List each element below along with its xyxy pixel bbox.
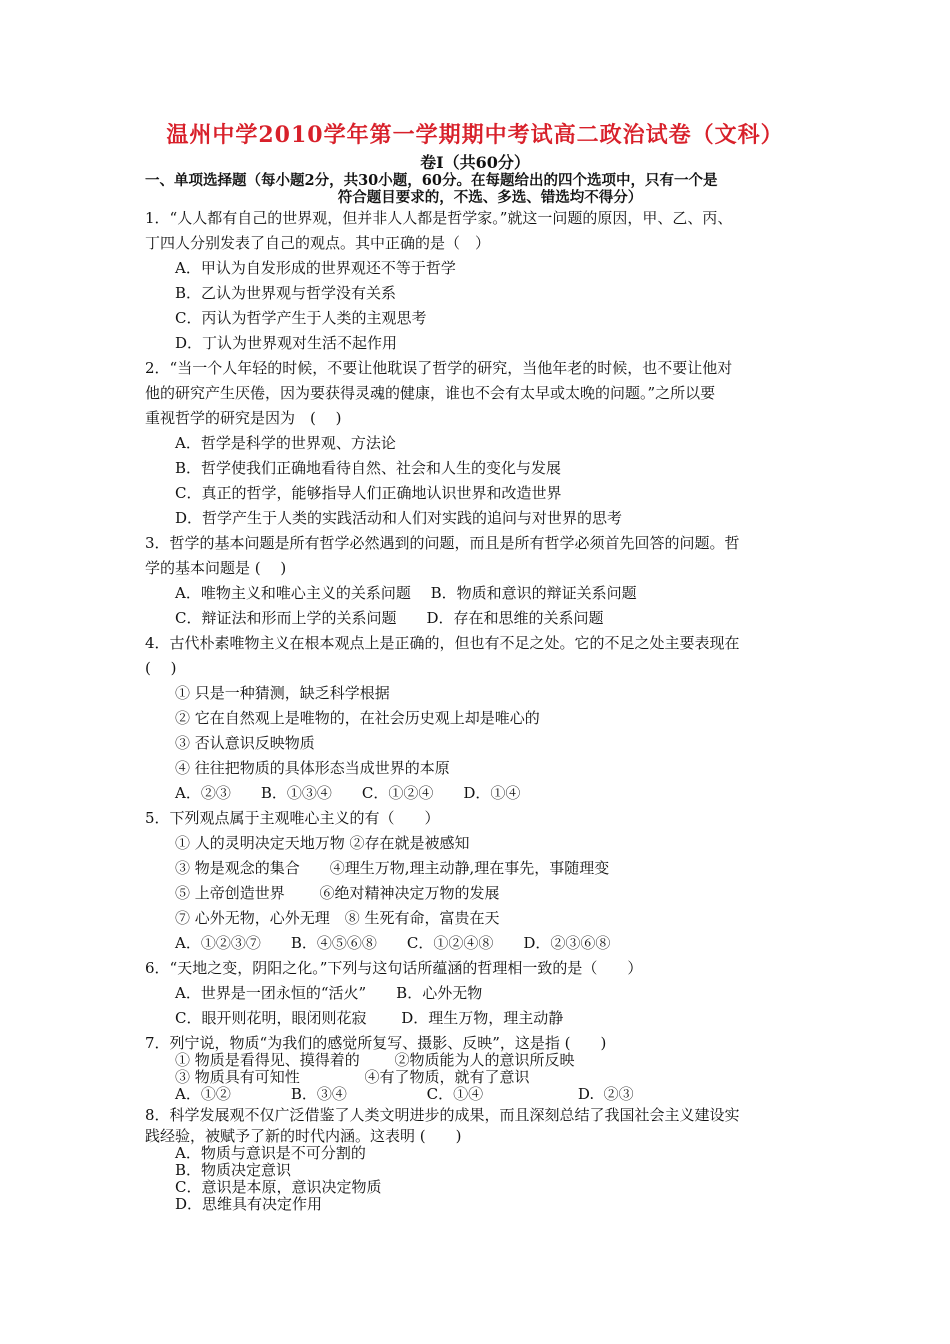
question-stem-line: 6．“天地之变，阴阳之化。”下列与这句话所蕴涵的哲理相一致的是（ ） [145,959,643,977]
question-option: A．②③ B．①③④ C．①②④ D．①④ [175,784,521,802]
question-option: A．甲认为自发形成的世界观还不等于哲学 [175,259,456,277]
questions-block [145,206,825,1031]
question-option: ⑦ 心外无物，心外无理 ⑧ 生死有命，富贵在天 [175,909,500,927]
question-list [145,206,825,1213]
question-item [145,806,825,956]
question-item [145,956,825,1031]
question-option: ⑤ 上帝创造世界 ⑥绝对精神决定万物的发展 [175,884,500,902]
exam-subtitle: 卷Ⅰ（共60分） [420,153,530,172]
question-item [145,1035,825,1103]
question-option: A．哲学是科学的世界观、方法论 [175,434,396,452]
question-item [145,531,825,631]
exam-title: 温州中学2010学年第一学期期中考试高二政治试卷（文科） [166,122,784,148]
question-option: D．丁认为世界观对生活不起作用 [175,334,398,352]
question-option: C．真正的哲学，能够指导人们正确地认识世界和改造世界 [175,484,562,502]
question-option: C．眼开则花明，眼闭则花寂 D．理生万物，理主动静 [175,1009,564,1027]
question-item [145,206,825,356]
question-option: ③ 物质具有可知性 ④有了物质，就有了意识 [175,1068,530,1086]
question-stem-line: 8．科学发展观不仅广泛借鉴了人类文明进步的成果，而且深刻总结了我国社会主义建设实 [145,1106,740,1124]
question-stem-line: ( ) [145,659,177,677]
questions-block-compact [145,1035,825,1213]
question-option: D．思维具有决定作用 [175,1195,323,1213]
question-option: B．哲学使我们正确地看待自然、社会和人生的变化与发展 [175,459,562,477]
question-option: A．世界是一团永恒的“活火” B．心外无物 [175,984,483,1002]
question-option: B．物质决定意识 [175,1161,292,1179]
question-stem-line: 7．列宁说，物质“为我们的感觉所复写、摄影、反映”，这是指 ( ) [145,1034,607,1052]
question-stem-line: 重视哲学的研究是因为 ( ) [145,409,342,427]
question-stem-line: 2．“当一个人年轻的时候，不要让他耽误了哲学的研究，当他年老的时候，也不要让他对 [145,359,733,377]
question-option: A．①②③⑦ B．④⑤⑥⑧ C．①②④⑧ D．②③⑥⑧ [175,934,611,952]
question-option: ④ 往往把物质的具体形态当成世界的本原 [175,759,450,777]
question-stem-line: 践经验，被赋予了新的时代内涵。这表明 ( ) [145,1127,462,1145]
question-stem-line: 4．古代朴素唯物主义在根本观点上是正确的，但也有不足之处。它的不足之处主要表现在 [145,634,740,652]
question-option: A．①② B．③④ C．①④ D. ②③ [175,1085,634,1103]
question-option: B．乙认为世界观与哲学没有关系 [175,284,397,302]
question-option: D．哲学产生于人类的实践活动和人们对实践的追问与对世界的思考 [175,509,623,527]
question-stem-line: 5．下列观点属于主观唯心主义的有（ ） [145,809,440,827]
question-stem-line: 3．哲学的基本问题是所有哲学必然遇到的问题，而且是所有哲学必须首先回答的问题。哲 [145,534,740,552]
question-item [145,1107,825,1213]
question-option: ② 它在自然观上是唯物的，在社会历史观上却是唯心的 [175,709,540,727]
question-option: C．辩证法和形而上学的关系问题 D．存在和思维的关系问题 [175,609,604,627]
question-option: A．物质与意识是不可分割的 [175,1144,366,1162]
question-option: ① 物质是看得见、摸得着的 ②物质能为人的意识所反映 [175,1051,575,1069]
question-stem-line: 学的基本问题是 ( ) [145,559,287,577]
section-heading [145,172,835,206]
question-option: ① 只是一种猜测，缺乏科学根据 [175,684,390,702]
question-item [145,356,825,531]
question-stem-line: 他的研究产生厌倦，因为要获得灵魂的健康，谁也不会有太早或太晚的问题。”之所以要 [145,384,716,402]
section-heading-line-2: 符合题目要求的，不选、多选、错选均不得分） [337,189,643,206]
question-stem-line: 丁四人分别发表了自己的观点。其中正确的是（ ） [145,234,491,252]
question-option: ① 人的灵明决定天地万物 ②存在就是被感知 [175,834,470,852]
question-option: A．唯物主义和唯心主义的关系问题 B．物质和意识的辩证关系问题 [175,584,637,602]
question-option: ③ 否认意识反映物质 [175,734,315,752]
question-option: ③ 物是观念的集合 ④理生万物,理主动静,理在事先，事随理变 [175,859,610,877]
question-option: C．意识是本原，意识决定物质 [175,1178,382,1196]
question-item [145,631,825,806]
question-stem-line: 1．“人人都有自己的世界观，但并非人人都是哲学家。”就这一问题的原因，甲、乙、丙、 [145,209,733,227]
section-heading-line-1: 一、单项选择题（每小题2分，共30小题，60分。在每题给出的四个选项中，只有一个是 [145,172,718,189]
question-option: C．丙认为哲学产生于人类的主观思考 [175,309,427,327]
